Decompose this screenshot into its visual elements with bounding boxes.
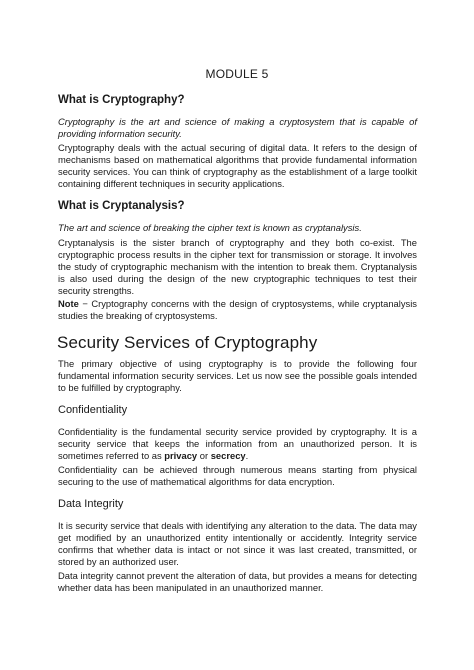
conjunction-or: or — [197, 450, 211, 461]
integrity-paragraph-2: Data integrity cannot prevent the alteration of data, but provides a means for detecting whether data has been manipulated in an unauthorized manner. — [58, 570, 417, 593]
heading-data-integrity: Data Integrity — [58, 498, 124, 510]
sentence-end: . — [245, 450, 249, 461]
heading-what-is-cryptography: What is Cryptography? — [58, 94, 185, 106]
security-services-intro: The primary objective of using cryptography is to provide the following four fundamental information security services. Let us now see the possible goals intended to be fulfilled by cryptography. — [58, 358, 417, 393]
term-secrecy: secrecy — [210, 450, 246, 461]
cryptography-body: Cryptography deals with the actual securing of digital data. It refers to the design of mechanisms based on mathematical algorithms that provide fundamental information security services. You can think of cryptography as the establishment of a large toolkit containing different techniques in security applications. — [58, 142, 417, 189]
integrity-paragraph-1: It is security service that deals with identifying any alteration to the data. The data may get modified by an unauthorized entity intentionally or accidently. Integrity service confirms that whether data is intact or not since it was last created, transmitted, or stored by an authorized user. — [58, 520, 417, 567]
confidentiality-paragraph-2: Confidentiality can be achieved through numerous means starting from physical securing to the use of mathematical algorithms for data encryption. — [58, 464, 417, 487]
note-label: Note — [58, 298, 79, 309]
cryptography-definition: Cryptography is the art and science of making a cryptosystem that is capable of providing information security. — [58, 116, 417, 139]
module-title: MODULE 5 — [205, 67, 269, 81]
note-text: − Cryptography concerns with the design of cryptosystems, while cryptanalysis studies the breaking of cryptosystems. — [58, 298, 417, 321]
heading-confidentiality: Confidentiality — [58, 404, 128, 416]
cryptanalysis-definition: The art and science of breaking the cipher text is known as cryptanalysis. — [58, 222, 362, 233]
heading-what-is-cryptanalysis: What is Cryptanalysis? — [58, 200, 185, 212]
confidentiality-text: Confidentiality is the fundamental security service provided by cryptography. It is a security service that keeps the information from an unauthorized person. It is sometimes referred to as — [58, 426, 417, 461]
confidentiality-paragraph-1 — [58, 426, 417, 462]
term-privacy: privacy — [164, 450, 198, 461]
cryptanalysis-body: Cryptanalysis is the sister branch of cryptography and they both co-exist. The cryptographic process results in the cipher text for transmission or storage. It involves the study of cryptographic mechanism with the intention to break them. Cryptanalysis is also used during the design of the new cryptographic techniques to test their security strengths. — [58, 237, 417, 296]
section-title-security-services: Security Services of Cryptography — [57, 333, 318, 352]
note-paragraph — [58, 298, 417, 322]
